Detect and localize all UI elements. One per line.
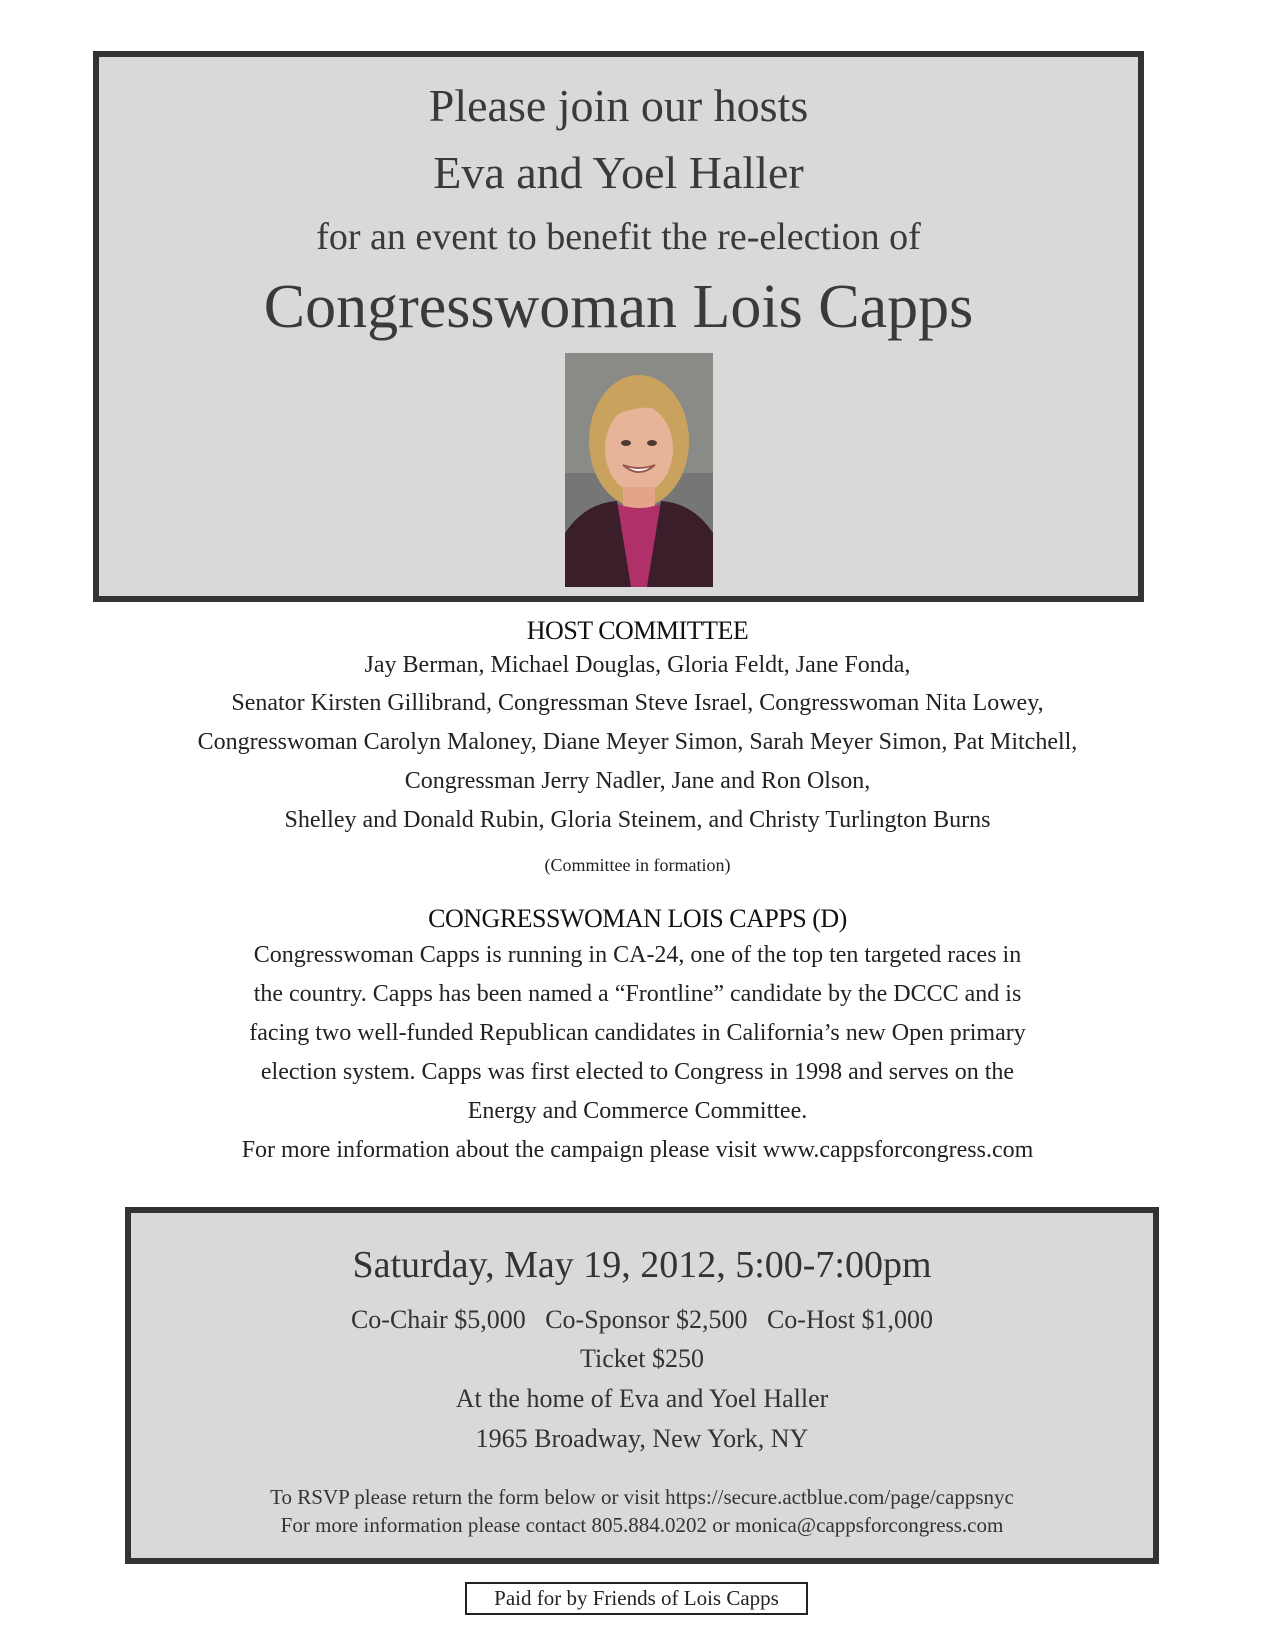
invitation-header-box	[93, 51, 1144, 602]
ticket-price: Ticket $250	[580, 1344, 704, 1373]
committee-formation-note: (Committee in formation)	[544, 855, 731, 875]
bio-line: Congresswoman Capps is running in CA-24, one of the top ten targeted races in	[253, 942, 1022, 968]
rsvp-info: To RSVP please return the form below or visit https://secure.actblue.com/page/cappsnyc	[270, 1485, 1014, 1509]
host-committee-line: Congressman Jerry Nadler, Jane and Ron Olson,	[404, 768, 871, 794]
event-address: 1965 Broadway, New York, NY	[475, 1424, 809, 1453]
bio-line: the country. Capps has been named a “Frontline” candidate by the DCCC and is	[253, 981, 1022, 1007]
host-committee-line: Jay Berman, Michael Douglas, Gloria Feldt, Jane Fonda,	[364, 652, 911, 678]
host-names: Eva and Yoel Haller	[433, 147, 804, 198]
bio-line: Energy and Commerce Committee.	[467, 1098, 808, 1124]
host-committee-heading: HOST COMMITTEE	[526, 616, 749, 645]
bio-line: election system. Capps was first elected to Congress in 1998 and serves on the	[260, 1059, 1015, 1085]
bio-heading: CONGRESSWOMAN LOIS CAPPS (D)	[428, 904, 847, 933]
event-purpose: for an event to benefit the re-election of	[316, 216, 921, 258]
candidate-name: Congresswoman Lois Capps	[263, 273, 974, 341]
bio-line: facing two well-funded Republican candidates in California’s new Open primary	[249, 1020, 1026, 1046]
event-date: Saturday, May 19, 2012, 5:00-7:00pm	[352, 1244, 932, 1286]
event-venue: At the home of Eva and Yoel Haller	[455, 1384, 829, 1413]
host-committee-line: Congresswoman Carolyn Maloney, Diane Meyer Simon, Sarah Meyer Simon, Pat Mitchell,	[197, 729, 1078, 755]
paid-for-disclaimer: Paid for by Friends of Lois Capps	[465, 1582, 808, 1615]
candidate-photo	[565, 353, 713, 587]
campaign-website-line: For more information about the campaign please visit www.cappsforcongress.com	[241, 1137, 1034, 1163]
event-details-box	[125, 1207, 1159, 1564]
sponsorship-levels: Co-Chair $5,000 Co-Sponsor $2,500 Co-Host $1,000	[350, 1305, 934, 1334]
host-committee-line: Shelley and Donald Rubin, Gloria Steinem, and Christy Turlington Burns	[284, 807, 991, 833]
contact-info: For more information please contact 805.884.0202 or monica@cappsforcongress.com	[280, 1513, 1004, 1537]
hosts-intro: Please join our hosts	[428, 80, 809, 131]
host-committee-line: Senator Kirsten Gillibrand, Congressman Steve Israel, Congresswoman Nita Lowey,	[231, 690, 1044, 716]
